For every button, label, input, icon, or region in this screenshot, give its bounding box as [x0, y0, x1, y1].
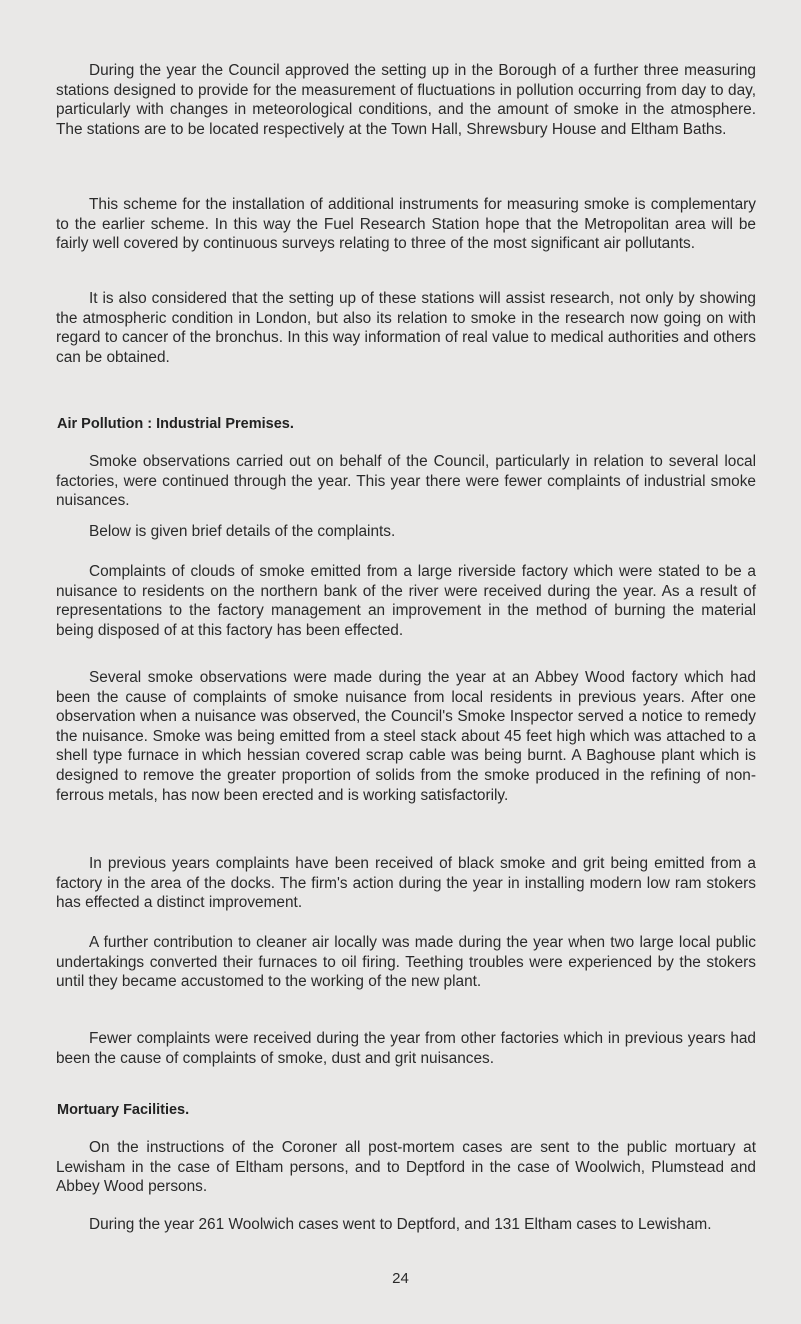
paragraph-additional-instruments: This scheme for the installation of additional instruments for measuring smoke is complementary to the earlier scheme. In this way the Fuel Research Station hope that the Metropolitan area will be fairly well covered by continuous surveys relating to three of the most significant air pollutants.: [56, 196, 756, 253]
paragraph-coroner-instructions: On the instructions of the Coroner all post-mortem cases are sent to the public mortuary at Lewisham in the case of Eltham persons, and to Deptford in the case of Woolwich, Plumstead and Abbey Wood persons.: [56, 1139, 756, 1196]
heading-air-pollution: Air Pollution : Industrial Premises.: [57, 416, 294, 432]
paragraph-fewer-complaints: Fewer complaints were received during the year from other factories which in previous years had been the cause of complaints of smoke, dust and grit nuisances.: [56, 1030, 756, 1067]
paragraph-measuring-stations: During the year the Council approved the setting up in the Borough of a further three measuring stations designed to provide for the measurement of fluctuations in pollution occurring from day to day, particularly with changes in meteorological conditions, and the amount of smoke in the atmosphere. The stations are to be located respectively at the Town Hall, Shrewsbury House and Eltham Baths.: [56, 62, 756, 138]
paragraph-oil-firing: A further contribution to cleaner air locally was made during the year when two large local public undertakings converted their furnaces to oil firing. Teething troubles were experienced by the stokers until they became accustomed to the working of the new plant.: [56, 934, 756, 991]
paragraph-brief-details: Below is given brief details of the complaints.: [89, 523, 396, 540]
paragraph-abbey-wood-factory: Several smoke observations were made during the year at an Abbey Wood factory which had been the cause of complaints of smoke nuisance from local residents in previous years. After one observation when a nuisance was observed, the Council's Smoke Inspector served a notice to remedy the nuisance. Smoke was being emitted from a steel stack about 45 feet high which was attached to a shell type furnace in which hessian covered scrap cable was being burnt. A Baghouse plant which is designed to remove the greater proportion of solids from the smoke produced in the refining of non-ferrous metals, has now been erected and is working satisfactorily.: [56, 669, 756, 804]
paragraph-smoke-observations: Smoke observations carried out on behalf of the Council, particularly in relation to several local factories, were continued through the year. This year there were fewer complaints of industrial smoke nuisances.: [56, 453, 756, 510]
paragraph-assist-research: It is also considered that the setting up of these stations will assist research, not only by showing the atmospheric condition in London, but also its relation to smoke in the research now going on with regard to cancer of the bronchus. In this way information of real value to medical authorities and others can be obtained.: [56, 290, 756, 366]
paragraph-riverside-factory: Complaints of clouds of smoke emitted from a large riverside factory which were stated to be a nuisance to residents on the northern bank of the river were received during the year. As a result of representations to the factory management an improvement in the method of burning the material being disposed of at this factory has been effected.: [56, 563, 756, 639]
paragraph-case-counts: During the year 261 Woolwich cases went to Deptford, and 131 Eltham cases to Lewisham.: [89, 1216, 712, 1233]
page-number: 24: [392, 1270, 409, 1287]
paragraph-docks-factory: In previous years complaints have been received of black smoke and grit being emitted from a factory in the area of the docks. The firm's action during the year in installing modern low ram stokers has effected a distinct improvement.: [56, 855, 756, 912]
heading-mortuary-facilities: Mortuary Facilities.: [57, 1102, 190, 1118]
